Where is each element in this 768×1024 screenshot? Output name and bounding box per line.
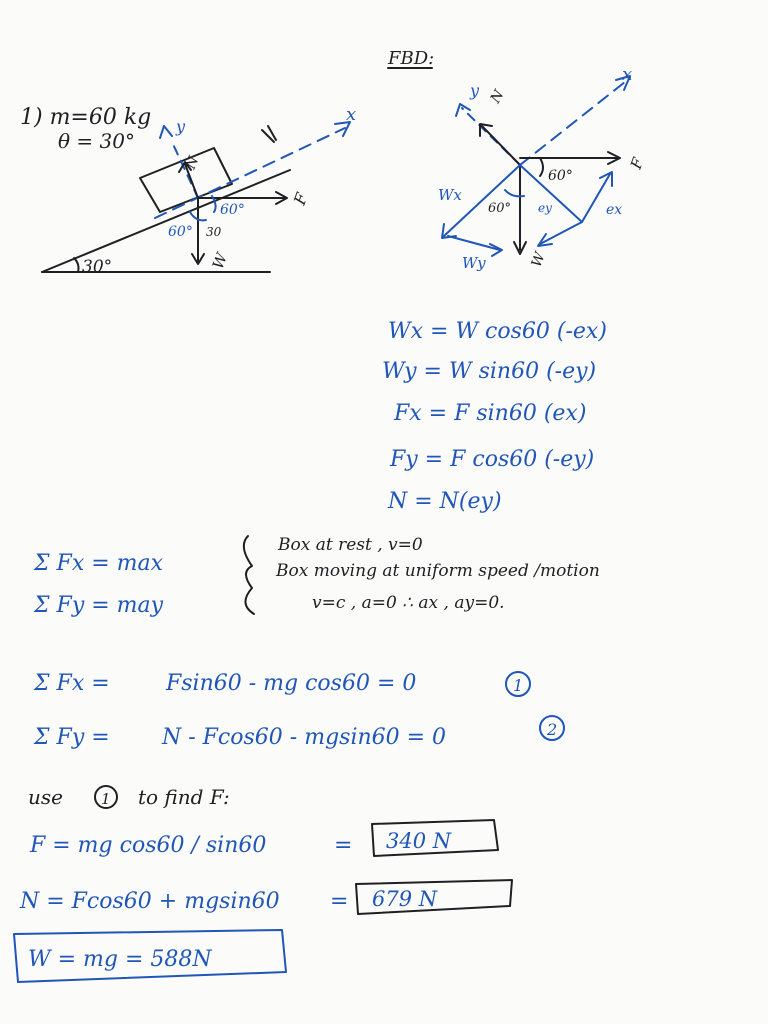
angle-left-label: 60° [168, 224, 193, 240]
condition-note-1: Box at rest , v=0 [278, 535, 423, 555]
x-axis-label: x [346, 104, 357, 125]
weight-label: W [208, 250, 232, 272]
component-line-5: N = N(ey) [388, 489, 502, 514]
eq1-rhs: Fsin60 - mg cos60 = 0 [166, 671, 417, 696]
fbd-weight-label: W [528, 250, 549, 270]
fbd-y-axis-label: y [470, 81, 480, 100]
n-expression: N = Fcos60 + mgsin60 [20, 889, 280, 914]
incline-angle-label: 30° [82, 257, 113, 277]
fbd-wx-label: Wx [438, 186, 462, 204]
problem-mass: 1) m=60 kg [20, 105, 152, 130]
sum-fy-condition: Σ Fy = may [34, 593, 164, 618]
use-line-word: use [28, 785, 63, 809]
use-tag: 1 [101, 790, 111, 808]
f-equals: = [334, 833, 353, 858]
w-result: W = mg = 588N [28, 947, 212, 972]
condition-note-2: Box moving at uniform speed /motion [276, 561, 600, 581]
fbd-title: FBD: [388, 48, 435, 69]
eq2-tag: 2 [547, 720, 558, 739]
problem-angle: θ = 30° [58, 129, 135, 153]
fbd-ex-label: ex [606, 202, 623, 218]
condition-note-3: v=c , a=0 ∴ ax , ay=0. [312, 593, 505, 613]
fbd-ey-label: ey [538, 201, 552, 215]
fbd-x-axis-label: x [622, 64, 633, 85]
f-result: 340 N [386, 829, 452, 853]
component-line-3: Fx = F sin60 (ex) [394, 401, 587, 426]
fbd-angle-top-label: 60° [548, 168, 573, 184]
fbd-angle-mid-label: 60° [488, 201, 512, 216]
n-equals: = [330, 889, 349, 914]
eq1-lhs: Σ Fx = [34, 671, 110, 696]
component-line-2: Wy = W sin60 (-ey) [382, 359, 597, 384]
normal-force-label: N [182, 154, 203, 172]
n-result: 679 N [372, 887, 438, 911]
eq1-tag: 1 [513, 676, 524, 695]
y-axis-label: y [176, 117, 186, 136]
fbd-force-label: F [626, 155, 648, 172]
applied-force-label: F [289, 190, 312, 208]
fbd-normal-label: N [487, 87, 508, 106]
angle-down-label: 30 [206, 225, 222, 239]
component-line-1: Wx = W cos60 (-ex) [388, 319, 607, 344]
eq2-rhs: N - Fcos60 - mgsin60 = 0 [162, 725, 447, 750]
component-line-4: Fy = F cos60 (-ey) [390, 447, 595, 472]
sum-fx-condition: Σ Fx = max [34, 551, 164, 576]
angle-right-label: 60° [220, 202, 245, 218]
fbd-wy-label: Wy [462, 254, 486, 272]
eq2-lhs: Σ Fy = [34, 725, 110, 750]
use-line-text: to find F: [138, 785, 230, 809]
f-expression: F = mg cos60 / sin60 [30, 833, 267, 858]
